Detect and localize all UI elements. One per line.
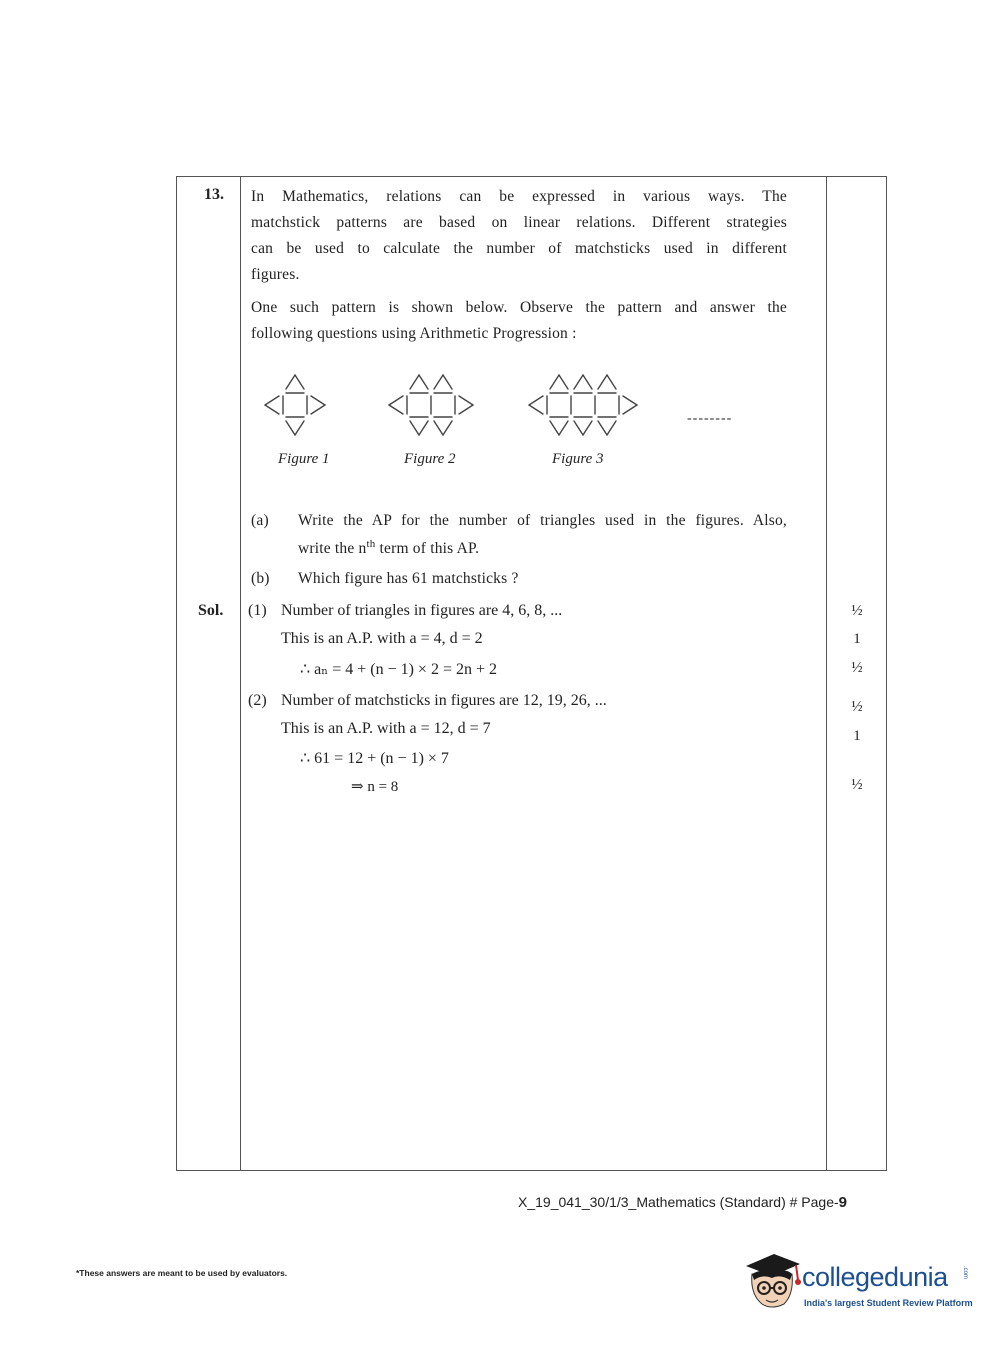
solution-1-line-1: Number of triangles in figures are 4, 6, 8, ... bbox=[281, 602, 563, 619]
intro-line-4: figures. bbox=[251, 266, 300, 283]
part-a-line-1: Write the AP for the number of triangles used in the figures. Also, bbox=[298, 512, 787, 529]
figure-3-caption: Figure 3 bbox=[552, 451, 604, 467]
column-divider-right bbox=[826, 176, 827, 1171]
logo-domain: .com bbox=[962, 1266, 968, 1280]
solution-label: Sol. bbox=[198, 602, 224, 619]
solution-2-line-1: Number of matchsticks in figures are 12, 19, 26, ... bbox=[281, 692, 607, 709]
figure-1-caption: Figure 1 bbox=[278, 451, 330, 467]
instruction-line-1: One such pattern is shown below. Observe the pattern and answer the bbox=[251, 299, 787, 316]
intro-line-3: can be used to calculate the number of matchsticks used in different bbox=[251, 240, 787, 257]
solution-1-line-2: This is an A.P. with a = 4, d = 2 bbox=[281, 630, 483, 647]
question-number: 13. bbox=[204, 186, 224, 203]
intro-line-2: matchstick patterns are based on linear relations. Different strategies bbox=[251, 214, 787, 231]
pattern-continuation: -------- bbox=[687, 411, 733, 426]
part-a-line-2: write the $n^{th}$ term of this AP. bbox=[298, 538, 480, 558]
intro-line-1: In Mathematics, relations can be expressed in various ways. The bbox=[251, 188, 787, 205]
marks-4: ½ bbox=[851, 699, 863, 715]
logo-wordmark: collegedunia bbox=[802, 1262, 948, 1292]
instruction-line-2: following questions using Arithmetic Progression : bbox=[251, 325, 577, 342]
page-reference: X_19_041_30/1/3_Mathematics (Standard) # Page-9 bbox=[518, 1194, 847, 1211]
logo-tagline: India's largest Student Review Platform bbox=[804, 1298, 973, 1308]
solution-2-line-4: ⇒ n = 8 bbox=[351, 779, 399, 795]
solution-1-line-3: ∴ aₙ = 4 + (n − 1) × 2 = 2n + 2 bbox=[300, 661, 497, 678]
part-b-line-1: Which figure has 61 matchsticks ? bbox=[298, 570, 519, 587]
column-divider-left bbox=[240, 176, 241, 1171]
figure-2-caption: Figure 2 bbox=[404, 451, 456, 467]
part-b-label: (b) bbox=[251, 570, 270, 587]
marks-2: 1 bbox=[853, 631, 861, 647]
solution-1-number: (1) bbox=[248, 602, 267, 619]
solution-2-line-2: This is an A.P. with a = 12, d = 7 bbox=[281, 720, 491, 737]
solution-2-number: (2) bbox=[248, 692, 267, 709]
marks-6: ½ bbox=[851, 777, 863, 793]
evaluator-note: *These answers are meant to be used by evaluators. bbox=[76, 1268, 288, 1278]
solution-2-line-3: ∴ 61 = 12 + (n − 1) × 7 bbox=[300, 750, 449, 767]
marks-5: 1 bbox=[853, 728, 861, 744]
part-a-label: (a) bbox=[251, 512, 269, 529]
mascot-icon bbox=[740, 1250, 804, 1314]
marks-3: ½ bbox=[851, 660, 863, 676]
marks-1: ½ bbox=[851, 603, 863, 619]
